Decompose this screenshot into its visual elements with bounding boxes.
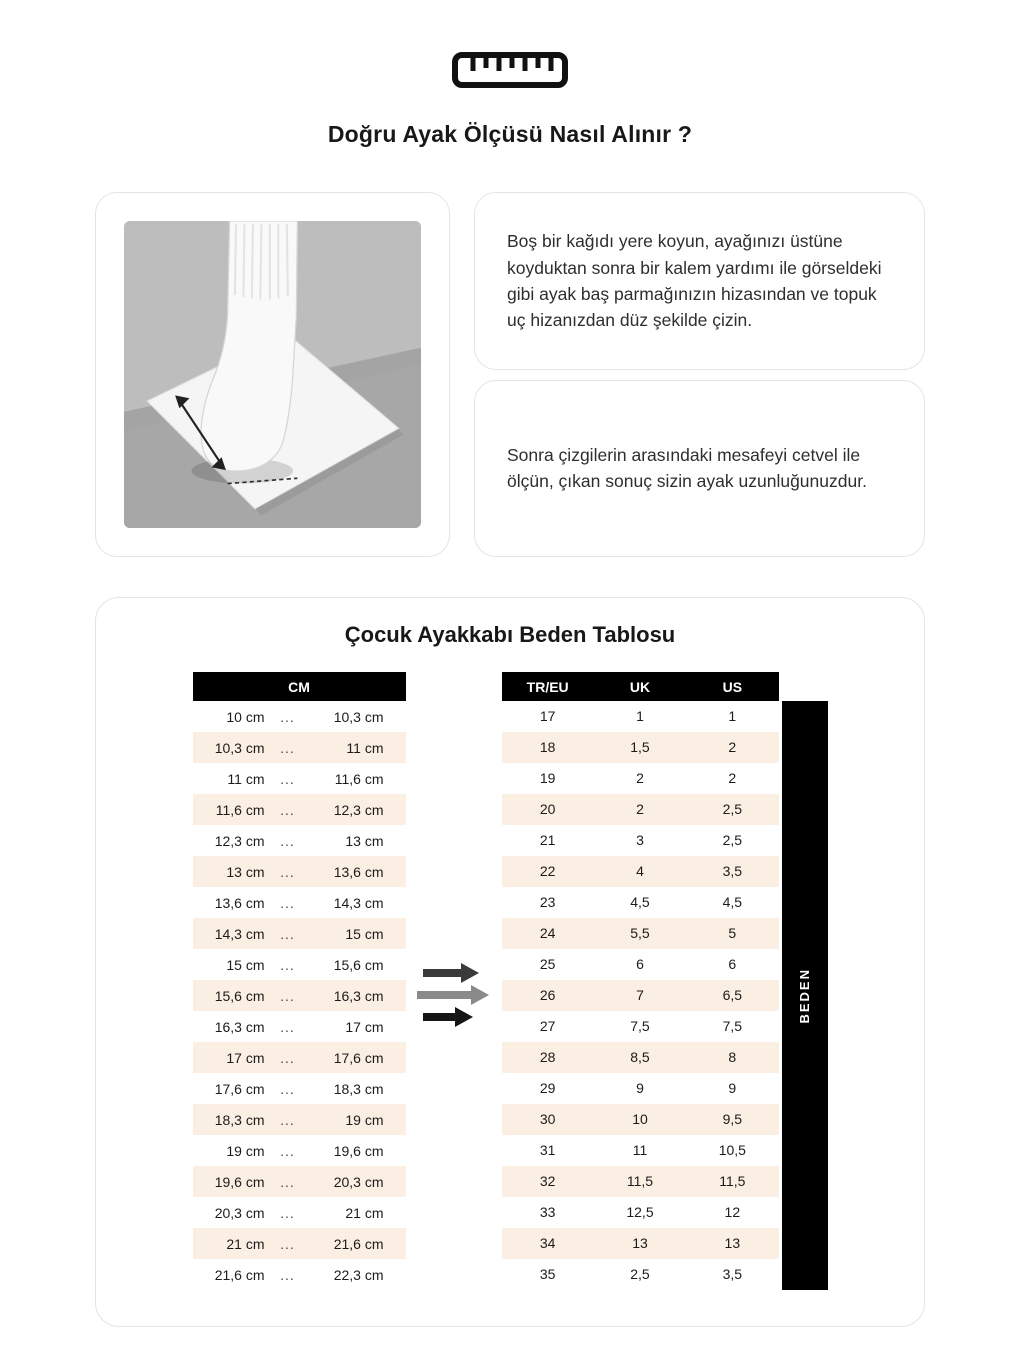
size-table-row [502, 1135, 779, 1166]
size-table-row [502, 1228, 779, 1259]
cm-table-row [193, 1135, 406, 1166]
range-separator: ... [280, 1235, 295, 1252]
range-separator: ... [280, 863, 295, 880]
uk-value: 4 [636, 863, 644, 879]
us-value: 5 [728, 925, 737, 941]
size-table-header-row [502, 672, 779, 701]
cm-to-value: 21 cm [345, 1204, 384, 1221]
cm-table-row [193, 1104, 406, 1135]
us-value: 10,5 [718, 1142, 746, 1158]
range-separator: ... [280, 987, 295, 1004]
tr-eu-value: 28 [539, 1049, 556, 1065]
uk-value: 2 [636, 801, 644, 817]
us-value: 2,5 [722, 832, 743, 848]
cm-to-value: 21,6 cm [333, 1235, 384, 1252]
tr-eu-value: 17 [539, 708, 556, 724]
cm-to-value: 17 cm [345, 1018, 384, 1035]
cm-from-value: 13 cm [226, 863, 265, 880]
foot-on-paper-measurement-photo [124, 221, 421, 528]
cm-table-header: CM [193, 672, 406, 701]
cm-from-value: 10 cm [226, 708, 265, 725]
size-table-row [502, 918, 779, 949]
us-value: 9,5 [722, 1111, 743, 1127]
tr-eu-value: 27 [539, 1018, 556, 1034]
us-value: 6 [728, 956, 737, 972]
size-table-row [502, 980, 779, 1011]
tr-eu-value: 26 [539, 987, 556, 1003]
tr-eu-value: 19 [539, 770, 556, 786]
tr-eu-value: 32 [539, 1173, 556, 1189]
cm-from-value: 21,6 cm [214, 1266, 265, 1283]
col-header-us: US [722, 678, 743, 695]
tr-eu-value: 18 [539, 739, 556, 755]
cm-to-value: 15,6 cm [333, 956, 384, 973]
col-header-uk: UK [629, 678, 651, 695]
uk-value: 2,5 [630, 1266, 650, 1282]
cm-table-row [193, 1197, 406, 1228]
cm-from-value: 15,6 cm [214, 987, 265, 1004]
cm-from-value: 21 cm [226, 1235, 265, 1252]
size-table-row [502, 949, 779, 980]
size-table-row [502, 1042, 779, 1073]
cm-from-value: 11,6 cm [215, 801, 265, 818]
cm-to-value: 12,3 cm [333, 801, 384, 818]
cm-from-value: 19 cm [226, 1142, 265, 1159]
conversion-arrows-icon [415, 960, 493, 1030]
range-separator: ... [280, 1173, 295, 1190]
cm-table-row [193, 1166, 406, 1197]
size-table-row [502, 1011, 779, 1042]
us-value: 11,5 [719, 1173, 746, 1189]
tr-eu-value: 22 [539, 863, 556, 879]
us-value: 3,5 [722, 863, 743, 879]
uk-value: 1,5 [630, 739, 650, 755]
conversion-table-group [502, 672, 828, 1290]
uk-value: 11,5 [626, 1173, 654, 1189]
uk-value: 11 [632, 1142, 648, 1158]
tr-eu-value: 29 [539, 1080, 556, 1096]
range-separator: ... [280, 770, 295, 787]
size-table-row [502, 794, 779, 825]
cm-to-value: 17,6 cm [333, 1049, 384, 1066]
tr-eu-value: 24 [539, 925, 556, 941]
cm-table-row [193, 1259, 406, 1290]
cm-table-row [193, 1073, 406, 1104]
cm-to-value: 15 cm [345, 925, 384, 942]
size-table-panel [95, 597, 925, 1327]
tr-eu-value: 35 [539, 1266, 556, 1282]
size-table-row [502, 1073, 779, 1104]
range-separator: ... [280, 832, 295, 849]
cm-from-value: 10,3 cm [214, 739, 265, 756]
tr-eu-value: 33 [539, 1204, 556, 1220]
size-table-row [502, 1197, 779, 1228]
cm-from-value: 11 cm [227, 770, 265, 787]
size-table-row [502, 1104, 779, 1135]
range-separator: ... [280, 925, 295, 942]
uk-value: 12,5 [626, 1204, 654, 1220]
range-separator: ... [280, 1049, 295, 1066]
cm-table [193, 672, 406, 1290]
tr-eu-value: 34 [539, 1235, 556, 1251]
size-table-row [502, 1259, 779, 1290]
us-value: 2 [728, 770, 737, 786]
us-value: 3,5 [722, 1266, 743, 1282]
size-table-row [502, 701, 779, 732]
range-separator: ... [280, 1080, 295, 1097]
uk-value: 7 [636, 987, 644, 1003]
range-separator: ... [280, 801, 295, 818]
cm-from-value: 14,3 cm [214, 925, 265, 942]
range-separator: ... [280, 1266, 295, 1283]
ruler-icon [0, 50, 1020, 95]
cm-to-value: 18,3 cm [333, 1080, 384, 1097]
us-value: 9 [728, 1080, 737, 1096]
cm-table-row [193, 794, 406, 825]
tr-eu-value: 31 [539, 1142, 556, 1158]
us-value: 4,5 [722, 894, 743, 910]
cm-from-value: 15 cm [226, 956, 265, 973]
instruction-card-1 [474, 192, 925, 370]
range-separator: ... [280, 1018, 295, 1035]
beden-side-label-text: BEDEN [797, 967, 812, 1024]
cm-table-row [193, 1042, 406, 1073]
instruction-text-1: Boş bir kağıdı yere koyun, ayağınızı üstüne koyduktan sonra bir kalem yardımı ile görseldeki gibi ayak baş parmağınızın hizasından ve topuk uç hizanızdan düz şekilde çizin. [507, 231, 882, 330]
foot-measurement-photo-card [95, 192, 450, 557]
cm-to-value: 13,6 cm [333, 863, 384, 880]
cm-table-rows [193, 701, 406, 1290]
uk-value: 8,5 [630, 1049, 650, 1065]
uk-value: 10 [632, 1111, 648, 1127]
us-value: 2 [728, 739, 737, 755]
cm-to-value: 11,6 cm [334, 770, 384, 787]
cm-to-value: 20,3 cm [333, 1173, 384, 1190]
range-separator: ... [280, 1111, 295, 1128]
instruction-card-2 [474, 380, 925, 558]
us-value: 6,5 [722, 987, 743, 1003]
arrows-spacer [406, 672, 502, 1035]
size-table-row [502, 825, 779, 856]
cm-from-value: 12,3 cm [214, 832, 265, 849]
size-table-row [502, 1166, 779, 1197]
instruction-text-2: Sonra çizgilerin arasındaki mesafeyi cetvel ile ölçün, çıkan sonuç sizin ayak uzunluğunuzdur. [507, 445, 867, 492]
uk-value: 7,5 [630, 1018, 650, 1034]
cm-to-value: 10,3 cm [333, 708, 384, 725]
cm-table-row [193, 918, 406, 949]
size-table-row [502, 732, 779, 763]
us-value: 2,5 [722, 801, 743, 817]
size-table-rows [502, 701, 779, 1290]
header [0, 0, 1020, 148]
size-table-row [502, 856, 779, 887]
page-title: Doğru Ayak Ölçüsü Nasıl Alınır ? [327, 121, 693, 147]
uk-value: 3 [636, 832, 644, 848]
tr-eu-value: 30 [539, 1111, 556, 1127]
cm-from-value: 13,6 cm [214, 894, 265, 911]
cm-from-value: 19,6 cm [214, 1173, 265, 1190]
cm-table-row [193, 732, 406, 763]
uk-value: 2 [636, 770, 644, 786]
cm-table-row [193, 1011, 406, 1042]
uk-value: 5,5 [630, 925, 650, 941]
us-value: 7,5 [722, 1018, 743, 1034]
col-header-tr-eu: TR/EU [526, 678, 569, 695]
tr-eu-value: 23 [539, 894, 556, 910]
cm-table-row [193, 1228, 406, 1259]
us-value: 1 [728, 708, 737, 724]
uk-value: 13 [632, 1235, 648, 1251]
cm-table-row [193, 949, 406, 980]
cm-from-value: 16,3 cm [214, 1018, 265, 1035]
cm-from-value: 17,6 cm [214, 1080, 265, 1097]
range-separator: ... [280, 894, 295, 911]
cm-table-row [193, 701, 406, 732]
size-table-row [502, 887, 779, 918]
cm-table-row [193, 980, 406, 1011]
range-separator: ... [280, 739, 295, 756]
size-table-title: Çocuk Ayakkabı Beden Tablosu [344, 622, 676, 647]
range-separator: ... [280, 956, 295, 973]
cm-from-value: 20,3 cm [214, 1204, 265, 1221]
cm-to-value: 19,6 cm [333, 1142, 384, 1159]
cm-to-value: 14,3 cm [333, 894, 384, 911]
cm-to-value: 13 cm [345, 832, 384, 849]
uk-value: 1 [636, 708, 644, 724]
cm-table-row [193, 856, 406, 887]
tr-eu-value: 20 [539, 801, 556, 817]
us-value: 13 [724, 1235, 741, 1251]
cm-from-value: 17 cm [226, 1049, 265, 1066]
range-separator: ... [280, 1204, 295, 1221]
tables-row [96, 672, 924, 1290]
size-conversion-table [502, 672, 779, 1290]
us-value: 12 [724, 1204, 741, 1220]
size-table-row [502, 763, 779, 794]
cm-table-row [193, 825, 406, 856]
tr-eu-value: 25 [539, 956, 556, 972]
cm-table-row [193, 763, 406, 794]
cm-table-row [193, 887, 406, 918]
instruction-column [474, 192, 925, 557]
us-value: 8 [728, 1049, 737, 1065]
range-separator: ... [280, 708, 295, 725]
cm-to-value: 11 cm [346, 739, 384, 756]
uk-value: 6 [636, 956, 644, 972]
range-separator: ... [280, 1142, 295, 1159]
tr-eu-value: 21 [539, 832, 556, 848]
cm-to-value: 19 cm [345, 1111, 384, 1128]
uk-value: 9 [636, 1080, 644, 1096]
uk-value: 4,5 [630, 894, 650, 910]
cm-to-value: 16,3 cm [333, 987, 384, 1004]
beden-side-label [782, 701, 828, 1290]
cm-from-value: 18,3 cm [214, 1111, 265, 1128]
how-to-measure-section [95, 192, 925, 557]
cm-to-value: 22,3 cm [333, 1266, 384, 1283]
